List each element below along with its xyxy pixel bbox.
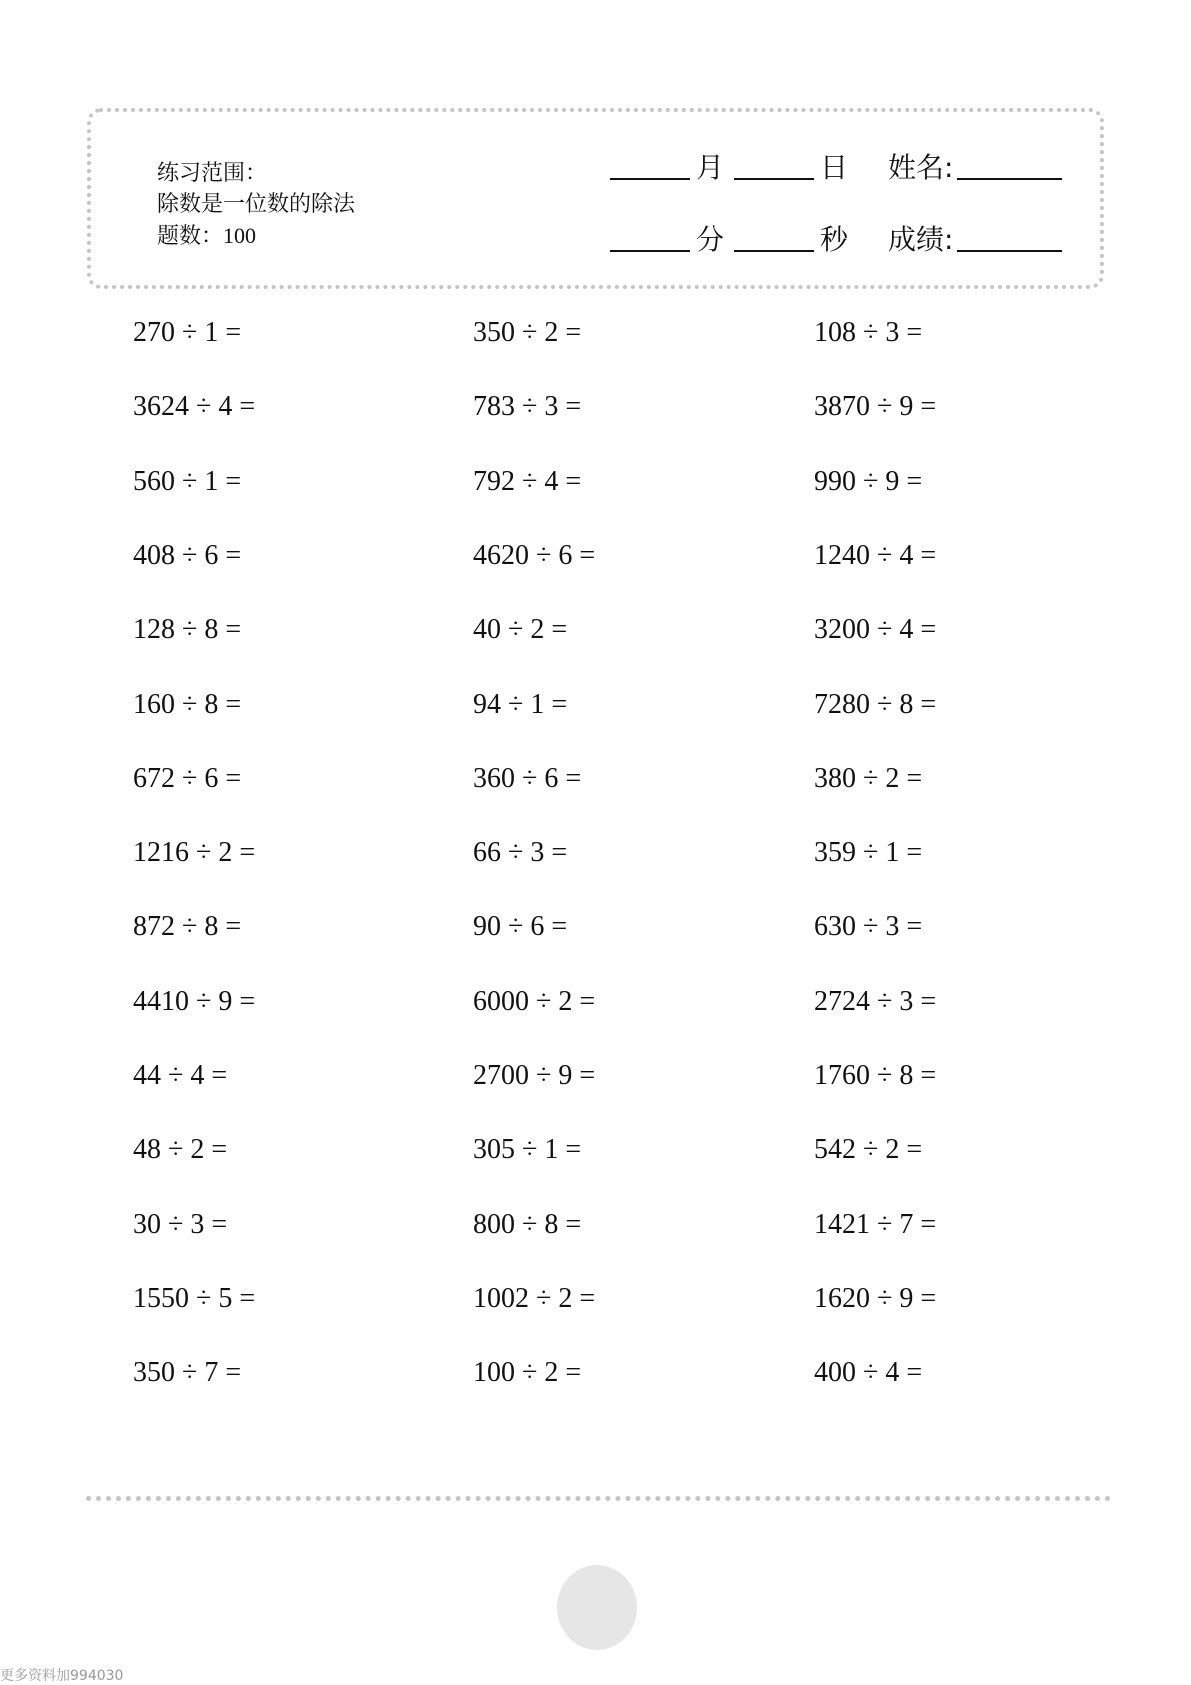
division-problem: 100 ÷ 2 =: [473, 1357, 582, 1389]
minute-label: 分: [696, 223, 725, 256]
division-problem: 3624 ÷ 4 =: [133, 391, 256, 423]
division-problem: 44 ÷ 4 =: [133, 1060, 228, 1091]
division-problem: 792 ÷ 4 =: [473, 465, 582, 497]
count-label: 题数：: [157, 224, 224, 249]
division-problem: 270 ÷ 1 =: [133, 317, 242, 348]
division-problem: 108 ÷ 3 =: [814, 317, 923, 348]
division-problem: 1620 ÷ 9 =: [814, 1282, 937, 1314]
division-problem: 1421 ÷ 7 =: [814, 1208, 937, 1240]
division-problem: 360 ÷ 6 =: [473, 762, 582, 794]
division-problem: 6000 ÷ 2 =: [473, 985, 596, 1017]
month-blank[interactable]: [610, 178, 690, 180]
division-problem: 1550 ÷ 5 =: [133, 1282, 256, 1314]
division-problem: 3870 ÷ 9 =: [814, 391, 937, 423]
count-value: 100: [223, 223, 257, 248]
division-problem: 1216 ÷ 2 =: [133, 837, 256, 869]
division-problem: 872 ÷ 8 =: [133, 911, 242, 943]
name-blank[interactable]: [957, 178, 1062, 180]
division-problem: 128 ÷ 8 =: [133, 614, 242, 646]
date-name-row: [610, 146, 1068, 186]
division-problem: 560 ÷ 1 =: [133, 465, 242, 497]
month-label: 月: [696, 151, 725, 184]
division-problem: 30 ÷ 3 =: [133, 1208, 228, 1240]
division-problem: 160 ÷ 8 =: [133, 688, 242, 720]
name-label: 姓名:: [888, 151, 954, 184]
day-blank[interactable]: [734, 178, 814, 180]
count-line: [157, 220, 355, 252]
division-problem: 4410 ÷ 9 =: [133, 985, 256, 1017]
division-problem: 350 ÷ 2 =: [473, 317, 582, 348]
division-problem: 305 ÷ 1 =: [473, 1134, 582, 1166]
day-label: 日: [820, 151, 849, 184]
division-problem: 990 ÷ 9 =: [814, 465, 923, 497]
division-problem: 2700 ÷ 9 =: [473, 1060, 596, 1091]
division-problem: 1240 ÷ 4 =: [814, 539, 937, 571]
division-problem: 4620 ÷ 6 =: [473, 539, 596, 571]
second-blank[interactable]: [734, 250, 814, 252]
division-problem: 66 ÷ 3 =: [473, 837, 568, 869]
division-problem: 1002 ÷ 2 =: [473, 1282, 596, 1314]
watermark: 更多资料加994030: [0, 1668, 124, 1684]
division-problem: 542 ÷ 2 =: [814, 1134, 923, 1166]
score-label: 成绩:: [888, 223, 954, 256]
division-problem: 40 ÷ 2 =: [473, 614, 568, 646]
range-value: 除数是一位数的除法: [157, 192, 356, 217]
division-problem: 1760 ÷ 8 =: [814, 1060, 937, 1091]
worksheet-info: [157, 158, 355, 252]
division-problem: 400 ÷ 4 =: [814, 1357, 923, 1389]
division-problem: 408 ÷ 6 =: [133, 539, 242, 571]
division-problem: 7280 ÷ 8 =: [814, 688, 937, 720]
division-problem: 672 ÷ 6 =: [133, 762, 242, 794]
range-label: 练习范围：: [157, 161, 268, 186]
division-problem: 350 ÷ 7 =: [133, 1357, 242, 1389]
division-problem: 3200 ÷ 4 =: [814, 614, 937, 646]
score-blank[interactable]: [957, 250, 1062, 252]
footer-divider: [86, 1496, 1111, 1501]
division-problem: 783 ÷ 3 =: [473, 391, 582, 423]
division-problem: 48 ÷ 2 =: [133, 1134, 228, 1166]
second-label: 秒: [820, 223, 849, 256]
division-problem: 800 ÷ 8 =: [473, 1208, 582, 1240]
page-number-badge: [557, 1565, 637, 1650]
division-problem: 2724 ÷ 3 =: [814, 985, 937, 1017]
division-problem: 359 ÷ 1 =: [814, 837, 923, 869]
time-score-row: [610, 218, 1068, 258]
division-problem: 380 ÷ 2 =: [814, 762, 923, 794]
division-problem: 94 ÷ 1 =: [473, 688, 568, 720]
division-problem: 90 ÷ 6 =: [473, 911, 568, 943]
minute-blank[interactable]: [610, 250, 690, 252]
division-problem: 630 ÷ 3 =: [814, 911, 923, 943]
